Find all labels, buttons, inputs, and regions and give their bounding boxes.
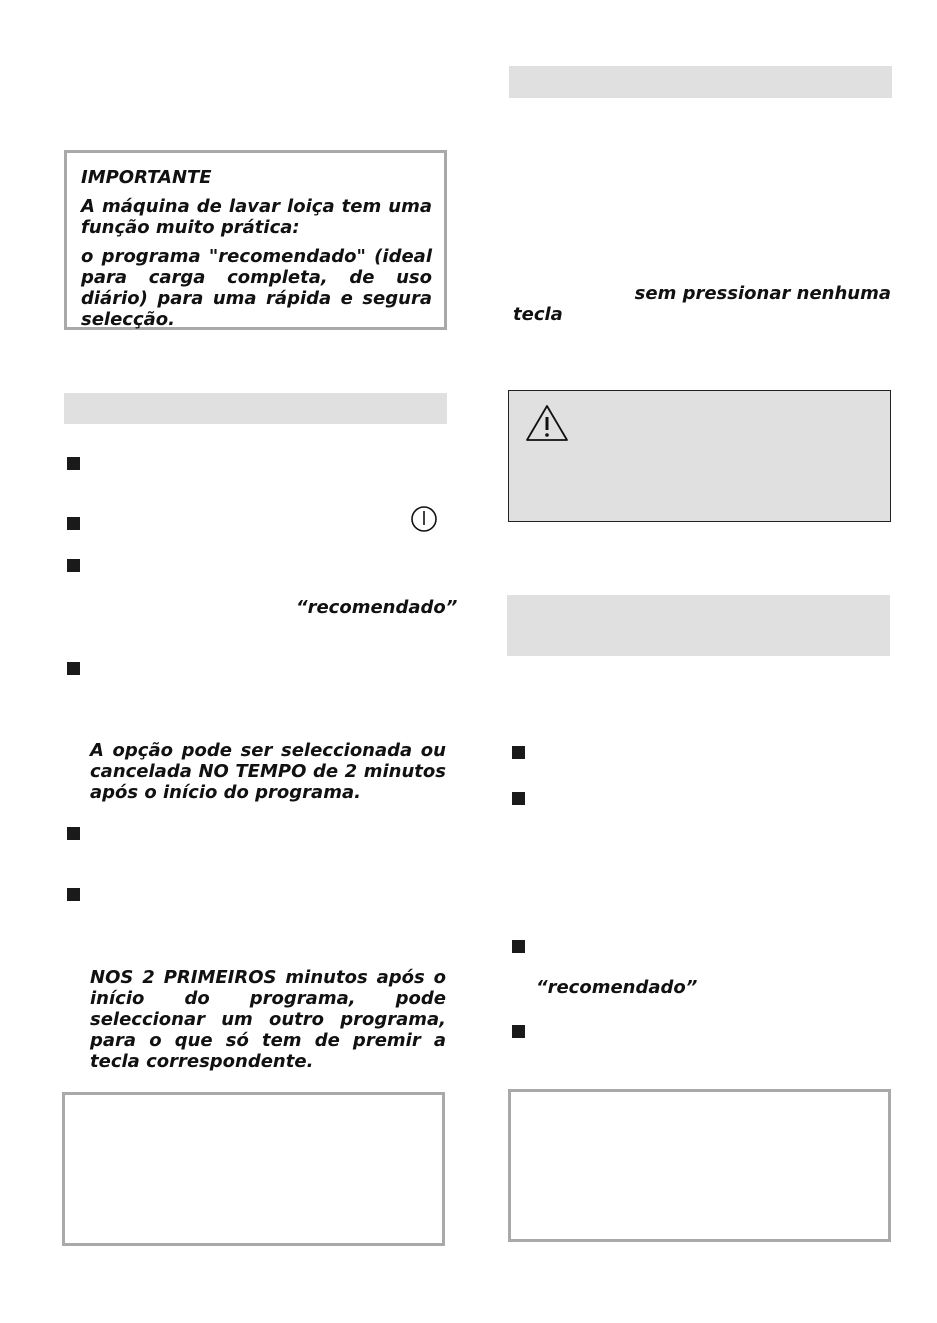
important-para-1: A máquina de lavar loiça tem uma função muito prática: (81, 196, 432, 238)
left-bottom-box (62, 1092, 445, 1246)
right-section-header-band (509, 66, 892, 98)
bullet-square (512, 940, 525, 953)
note-option: A opção pode ser seleccionada ou cancelada NO TEMPO de 2 minutos após o início do programa. (90, 740, 446, 803)
bullet-square (67, 888, 80, 901)
fragment-sem-pressionar: sem pressionar nenhuma (634, 283, 891, 304)
fragment-tecla: tecla (513, 304, 563, 325)
important-title: IMPORTANTE (81, 167, 212, 188)
note-program: NOS 2 PRIMEIROS minutos após o início do programa, pode seleccionar um outro programa, para o que só tem de premir a tecla correspondente. (90, 967, 446, 1072)
power-icon (410, 505, 438, 533)
important-para-2: o programa "recomendado" (ideal para carga completa, de uso diário) para uma rápida e segura selecção. (81, 246, 432, 330)
bullet-square (67, 517, 80, 530)
important-box (64, 150, 447, 330)
bullet-square (512, 792, 525, 805)
bullet-square (512, 1025, 525, 1038)
left-section-header-band (64, 393, 447, 424)
bullet-square (67, 559, 80, 572)
recomendado-label-2: “recomendado” (536, 977, 698, 998)
warning-box (508, 390, 891, 522)
bullet-square (67, 662, 80, 675)
bullet-square (512, 746, 525, 759)
bullet-square (67, 827, 80, 840)
warning-icon (524, 403, 570, 443)
right-bottom-box (508, 1089, 891, 1242)
bullet-square (67, 457, 80, 470)
recomendado-label-1: “recomendado” (296, 597, 458, 618)
right-section-header-band-2 (507, 595, 890, 656)
